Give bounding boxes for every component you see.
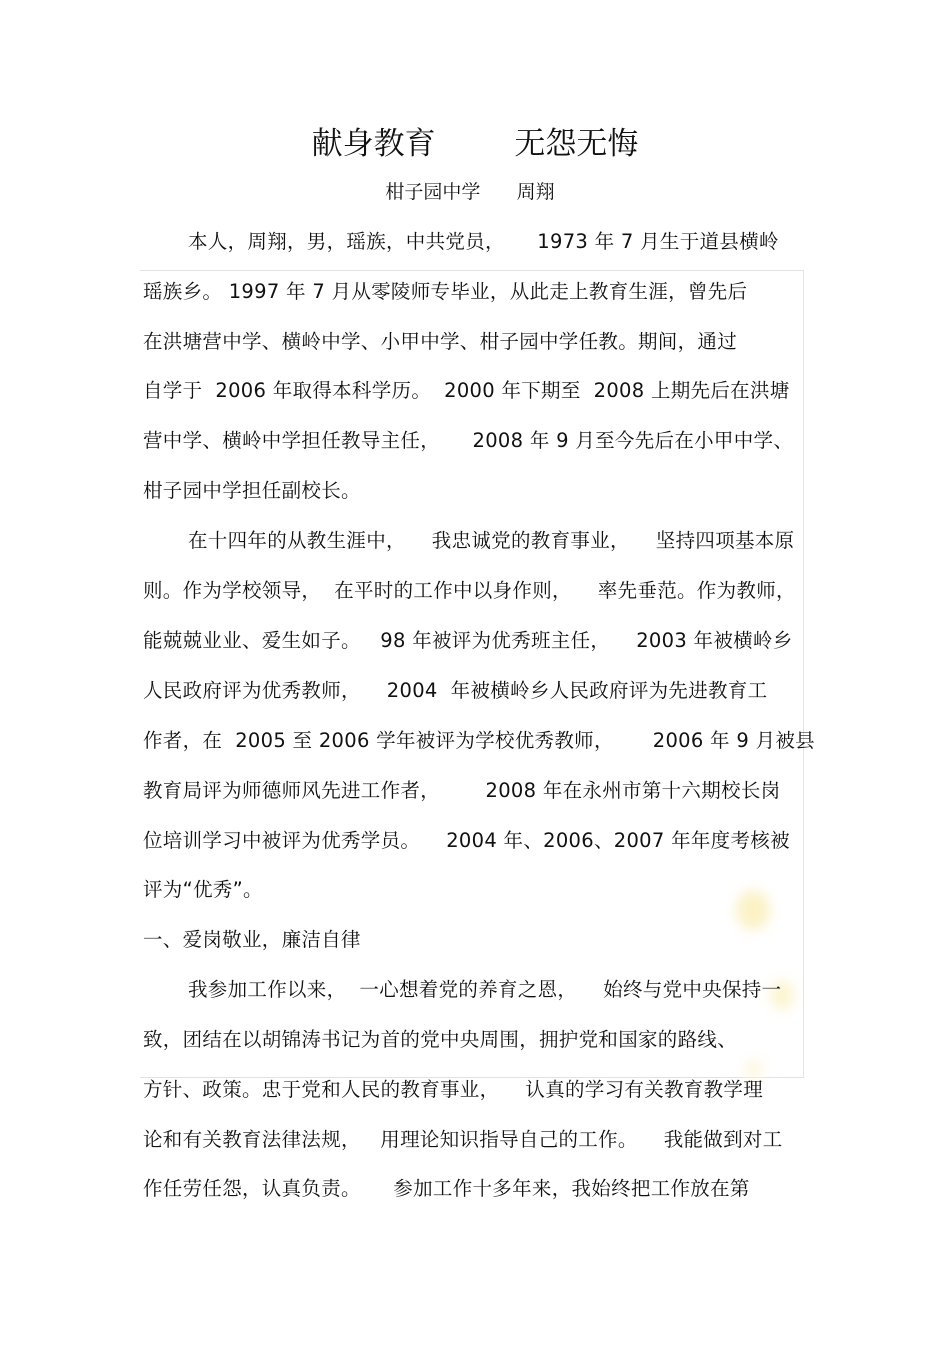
text-line: 作任劳任怨，认真负责。 参加工作十多年来，我始终把工作放在第 [143, 1177, 750, 1200]
text-line: 柑子园中学担任副校长。 [143, 479, 361, 502]
text-line: 位培训学习中被评为优秀学员。 2004 年、2006、2007 年年度考核被 [143, 829, 790, 852]
text-line: 教育局评为师德师风先进工作者， 2008 年在永州市第十六期校长岗 [143, 779, 781, 802]
document-title: 献身教育 无怨无悔 [311, 126, 639, 162]
text-line: 营中学、横岭中学担任教导主任， 2008 年 9 月至今先后在小甲中学、 [143, 429, 794, 452]
section-heading: 一、爱岗敬业，廉洁自律 [143, 928, 361, 951]
text-line: 论和有关教育法律法规， 用理论知识指导自己的工作。 我能做到对工 [143, 1128, 783, 1151]
text-line: 我参加工作以来， 一心想着党的养育之恩， 始终与党中央保持一 [188, 978, 782, 1001]
text-line: 瑶族乡。 1997 年 7 月从零陵师专毕业，从此走上教育生涯，曾先后 [143, 280, 748, 303]
text-line: 在洪塘营中学、横岭中学、小甲中学、柑子园中学任教。期间，通过 [143, 330, 738, 353]
watermark-glow [736, 890, 770, 930]
text-line: 作者，在 2005 至 2006 学年被评为学校优秀教师， 2006 年 9 月被县 [143, 729, 815, 752]
text-line: 方针、政策。忠于党和人民的教育事业， 认真的学习有关教育教学理 [143, 1078, 763, 1101]
document-author: 柑子园中学 周翔 [385, 181, 555, 203]
text-line: 致，团结在以胡锦涛书记为首的党中央周围，拥护党和国家的路线、 [143, 1028, 738, 1051]
text-line: 自学于 2006 年取得本科学历。 2000 年下期至 2008 上期先后在洪塘 [143, 379, 790, 402]
text-line: 则。作为学校领导， 在平时的工作中以身作则， 率先垂范。作为教师， [143, 579, 796, 602]
text-line: 本人，周翔，男，瑶族，中共党员， 1973 年 7 月生于道县横岭 [188, 230, 779, 253]
text-line: 评为“优秀”。 [143, 878, 263, 901]
text-line: 能兢兢业业、爱生如子。 98 年被评为优秀班主任， 2003 年被横岭乡 [143, 629, 793, 652]
text-line: 在十四年的从教生涯中， 我忠诚党的教育事业， 坚持四项基本原 [188, 529, 795, 552]
text-line: 人民政府评为优秀教师， 2004 年被横岭乡人民政府评为先进教育工 [143, 679, 768, 702]
